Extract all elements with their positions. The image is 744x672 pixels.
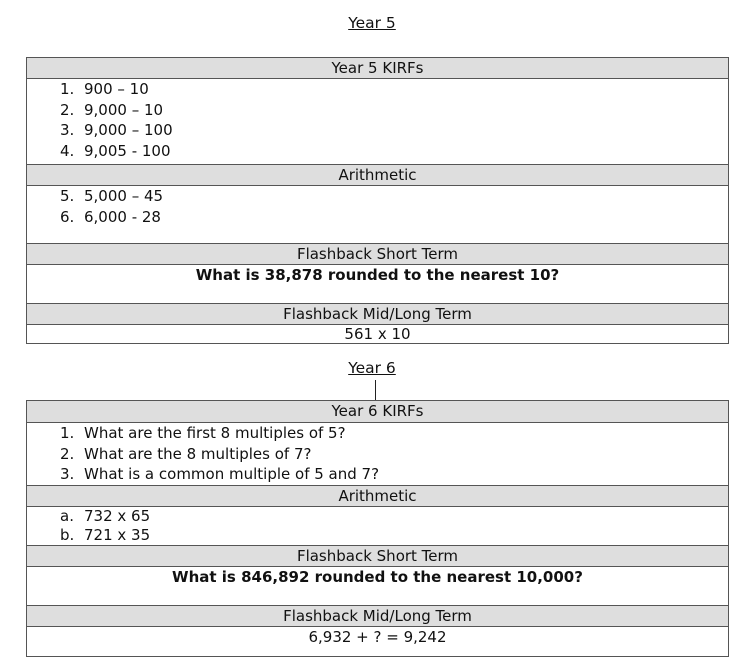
year5-arithmetic-body bbox=[27, 186, 729, 244]
list-item: 3. 9,000 – 100 bbox=[60, 121, 173, 140]
year6-kirfs-list bbox=[27, 423, 728, 485]
year5-flashback-mid-question: 561 x 10 bbox=[27, 325, 729, 344]
list-item: b. 721 x 35 bbox=[60, 526, 151, 544]
year5-sheet bbox=[26, 57, 729, 344]
list-item: a. 732 x 65 bbox=[60, 507, 151, 525]
year5-flashback-short-question: What is 38,878 rounded to the nearest 10? bbox=[27, 265, 729, 304]
year6-flashback-mid-heading: Flashback Mid/Long Term bbox=[27, 606, 729, 627]
year5-flashback-short-heading: Flashback Short Term bbox=[27, 244, 729, 265]
year6-flashback-short-heading: Flashback Short Term bbox=[27, 546, 729, 567]
list-item: 1. What are the first 8 multiples of 5? bbox=[60, 424, 346, 442]
year5-arithmetic-heading: Arithmetic bbox=[27, 165, 729, 186]
list-item: 1. 900 – 10 bbox=[60, 80, 149, 98]
year6-flashback-mid-question: 6,932 + ? = 9,242 bbox=[27, 627, 729, 657]
title-connector-line bbox=[375, 380, 376, 400]
year6-arithmetic-list bbox=[27, 507, 728, 545]
year6-kirfs-body bbox=[27, 423, 729, 486]
year6-arithmetic-body bbox=[27, 507, 729, 546]
year6-title: Year 6 bbox=[348, 359, 396, 377]
list-item: 3. What is a common multiple of 5 and 7? bbox=[60, 465, 380, 484]
year5-kirfs-heading: Year 5 KIRFs bbox=[27, 58, 729, 79]
year6-flashback-short-question: What is 846,892 rounded to the nearest 10,000? bbox=[27, 567, 729, 606]
list-item: 2. What are the 8 multiples of 7? bbox=[60, 444, 312, 463]
list-item: 2. 9,000 – 10 bbox=[60, 100, 164, 119]
year6-sheet bbox=[26, 400, 729, 657]
year5-flashback-mid-heading: Flashback Mid/Long Term bbox=[27, 304, 729, 325]
list-item: 5. 5,000 – 45 bbox=[60, 187, 164, 205]
year6-arithmetic-heading: Arithmetic bbox=[27, 486, 729, 507]
list-item: 6. 6,000 - 28 bbox=[60, 207, 161, 226]
year5-arithmetic-list bbox=[27, 186, 728, 227]
year5-title: Year 5 bbox=[348, 14, 396, 32]
year5-kirfs-list bbox=[27, 79, 728, 161]
year6-kirfs-heading: Year 6 KIRFs bbox=[27, 401, 729, 423]
year5-kirfs-body bbox=[27, 79, 729, 165]
list-item: 4. 9,005 - 100 bbox=[60, 141, 171, 160]
